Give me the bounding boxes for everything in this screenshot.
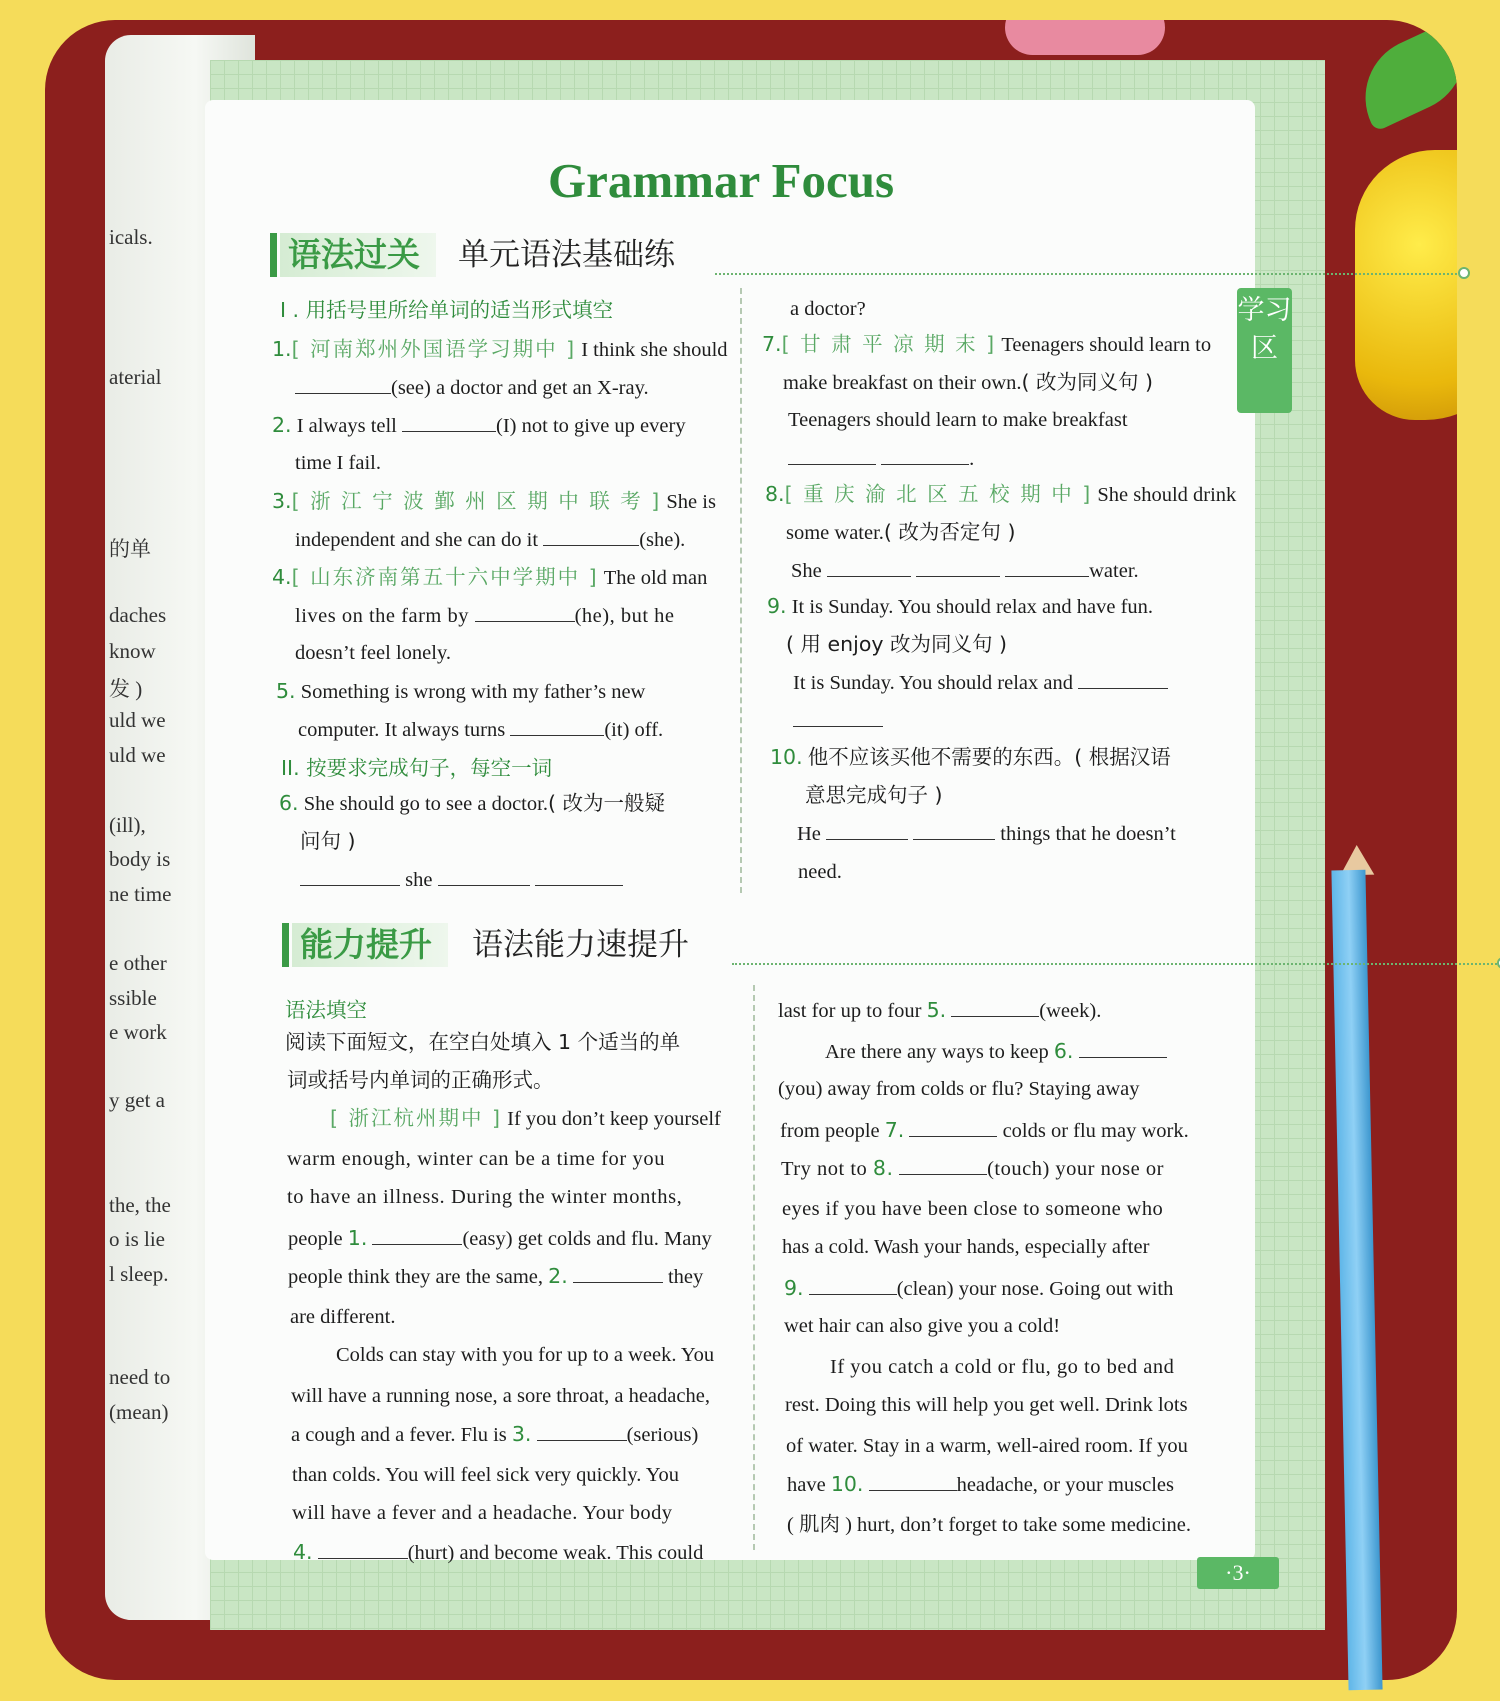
cloze-heading: 语法填空 <box>285 998 367 1022</box>
part1-heading: I . 用括号里所给单词的适当形式填空 <box>280 298 614 322</box>
section-rule-end-dot <box>1458 267 1470 279</box>
section-bar <box>282 923 289 967</box>
section-tag: 语法过关 <box>280 233 436 277</box>
left-page-text: 的单 <box>109 537 151 561</box>
section-dotted-rule <box>715 273 1457 275</box>
question-7-line-1: 7.[ 甘 肃 平 凉 期 末 ] Teenagers should learn to <box>762 332 1212 356</box>
cloze-line: people 1. (easy) get colds and flu. Many <box>288 1226 712 1250</box>
cloze-line: has a cold. Wash your hands, especially after <box>782 1236 1150 1258</box>
leaf-decoration <box>1346 20 1457 132</box>
cloze-line: [ 浙江杭州期中 ] If you don’t keep yourself <box>330 1106 721 1130</box>
question-2-line-1: 2. I always tell (I) not to give up every <box>272 413 686 437</box>
question-3-line-1: 3.[ 浙 江 宁 波 鄞 州 区 期 中 联 考 ] She is <box>272 489 716 513</box>
question-7-line-4: . <box>788 446 974 471</box>
question-9-line-3: It is Sunday. You should relax and <box>793 670 1168 695</box>
left-page-text: l sleep. <box>109 1262 169 1286</box>
cloze-line: 9. (clean) your nose. Going out with <box>784 1276 1174 1300</box>
cloze-line: rest. Doing this will help you get well. Drink lots <box>785 1394 1188 1416</box>
cloze-line: Try not to 8. (touch) your nose or <box>781 1156 1164 1180</box>
question-9-line-4 <box>793 708 883 733</box>
left-page-text: (ill), <box>109 813 146 837</box>
question-3-line-2: independent and she can do it (she). <box>295 529 686 551</box>
question-6-line-4: a doctor? <box>790 298 866 320</box>
question-5-line-1: 5. Something is wrong with my father’s new <box>276 679 646 703</box>
left-page-text: y get a <box>109 1088 165 1112</box>
cloze-line: than colds. You will feel sick very quickly. You <box>292 1464 680 1486</box>
left-page-text: daches <box>109 603 167 627</box>
part2-heading: II. 按要求完成句子，每空一词 <box>281 756 553 780</box>
left-page-text: icals. <box>109 225 153 249</box>
cloze-line: Are there any ways to keep 6. <box>825 1039 1167 1064</box>
question-6-line-2: 问句 ) <box>300 829 356 853</box>
section-subtitle: 语法能力速提升 <box>472 927 689 963</box>
left-page-text: need to <box>109 1365 171 1389</box>
cloze-line: wet hair can also give you a cold! <box>784 1315 1061 1337</box>
question-8-line-3: She water. <box>791 560 1139 582</box>
cloze-line: warm enough, winter can be a time for you <box>287 1148 666 1170</box>
left-page-text: know <box>109 639 156 663</box>
question-7-line-3: Teenagers should learn to make breakfast <box>788 409 1128 431</box>
left-page-text: uld we <box>109 708 166 732</box>
cloze-line: to have an illness. During the winter months, <box>287 1186 683 1208</box>
cloze-line: a cough and a fever. Flu is 3. (serious) <box>291 1422 699 1446</box>
question-7-line-2: make breakfast on their own.( 改为同义句 ) <box>783 370 1154 394</box>
yellow-tulip-decoration <box>1355 150 1457 420</box>
question-5-line-2: computer. It always turns (it) off. <box>298 719 664 741</box>
question-8-line-2: some water.( 改为否定句 ) <box>786 520 1016 544</box>
left-page-text: o is lie <box>109 1227 165 1251</box>
question-6-line-3: she <box>300 867 623 892</box>
left-page-text: ne time <box>109 882 172 906</box>
question-4-line-3: doesn’t feel lonely. <box>295 642 451 664</box>
question-1-line-1: 1.[ 河南郑州外国语学习期中 ] I think she should <box>272 337 728 361</box>
question-9-line-1: 9. It is Sunday. You should relax and have fun. <box>767 594 1154 618</box>
cloze-line: ( 肌肉 ) hurt, don’t forget to take some medicine. <box>787 1514 1192 1536</box>
cloze-line: will have a running nose, a sore throat, a headache, <box>291 1385 710 1407</box>
cloze-line: people think they are the same, 2. they <box>288 1264 704 1288</box>
question-2-line-2: time I fail. <box>295 452 381 474</box>
question-9-line-2: ( 用 enjoy 改为同义句 ) <box>786 632 1008 656</box>
left-page-text: aterial <box>109 365 162 389</box>
question-10-line-4: need. <box>798 861 842 883</box>
left-page-text: ssible <box>109 986 157 1010</box>
cloze-line: have 10. headache, or your muscles <box>787 1472 1175 1496</box>
question-6-line-1: 6. She should go to see a doctor.( 改为一般疑 <box>279 791 665 815</box>
question-10-line-1: 10. 他不应该买他不需要的东西。( 根据汉语 <box>770 745 1171 769</box>
cloze-line: 4. (hurt) and become weak. This could <box>293 1540 704 1564</box>
section-header-grammar-basics <box>270 233 1205 275</box>
column-divider <box>740 288 742 893</box>
question-8-line-1: 8.[ 重 庆 渝 北 区 五 校 期 中 ] She should drink <box>765 482 1237 506</box>
section-tag: 能力提升 <box>292 923 448 967</box>
left-page-text: e work <box>109 1020 167 1044</box>
cloze-line: (you) away from colds or flu? Staying away <box>778 1078 1140 1100</box>
question-1-line-2: (see) a doctor and get an X-ray. <box>295 375 649 400</box>
cloze-line: eyes if you have been close to someone who <box>782 1198 1164 1220</box>
question-10-line-3: He things that he doesn’t <box>797 823 1176 845</box>
page-title: Grammar Focus <box>548 153 895 208</box>
cloze-instruction-1: 阅读下面短文，在空白处填入 1 个适当的单 <box>285 1030 681 1054</box>
left-page-text: uld we <box>109 743 166 767</box>
cloze-line: are different. <box>290 1306 396 1328</box>
left-page-text: (mean) <box>109 1400 169 1424</box>
cloze-instruction-2: 词或括号内单词的正确形式。 <box>287 1068 554 1092</box>
cloze-line: will have a fever and a headache. Your body <box>292 1502 673 1524</box>
left-page-text: 发 ) <box>109 677 143 701</box>
left-page-text: body is <box>109 847 171 871</box>
page-number: ·3· <box>1197 1557 1279 1589</box>
column-divider <box>753 985 755 1550</box>
section-header-ability-boost <box>282 923 1222 965</box>
question-10-line-2: 意思完成句子 ) <box>805 783 943 807</box>
cloze-line: Colds can stay with you for up to a week. You <box>336 1344 715 1366</box>
side-tab: 学习区 <box>1237 288 1292 413</box>
section-bar <box>270 233 277 277</box>
left-page-text: the, the <box>109 1193 171 1217</box>
cloze-line: of water. Stay in a warm, well-aired room. If you <box>786 1435 1188 1457</box>
cloze-line: last for up to four 5. (week). <box>778 998 1102 1022</box>
section-dotted-rule <box>732 963 1497 965</box>
pink-tulip-decoration <box>1005 20 1165 55</box>
section-subtitle: 单元语法基础练 <box>458 237 675 273</box>
question-4-line-1: 4.[ 山东济南第五十六中学期中 ] The old man <box>272 565 708 589</box>
cloze-line: from people 7. colds or flu may work. <box>780 1118 1189 1142</box>
cloze-line: If you catch a cold or flu, go to bed and <box>830 1356 1175 1378</box>
question-4-line-2: lives on the farm by (he), but he <box>295 605 675 627</box>
left-page-text: e other <box>109 951 167 975</box>
